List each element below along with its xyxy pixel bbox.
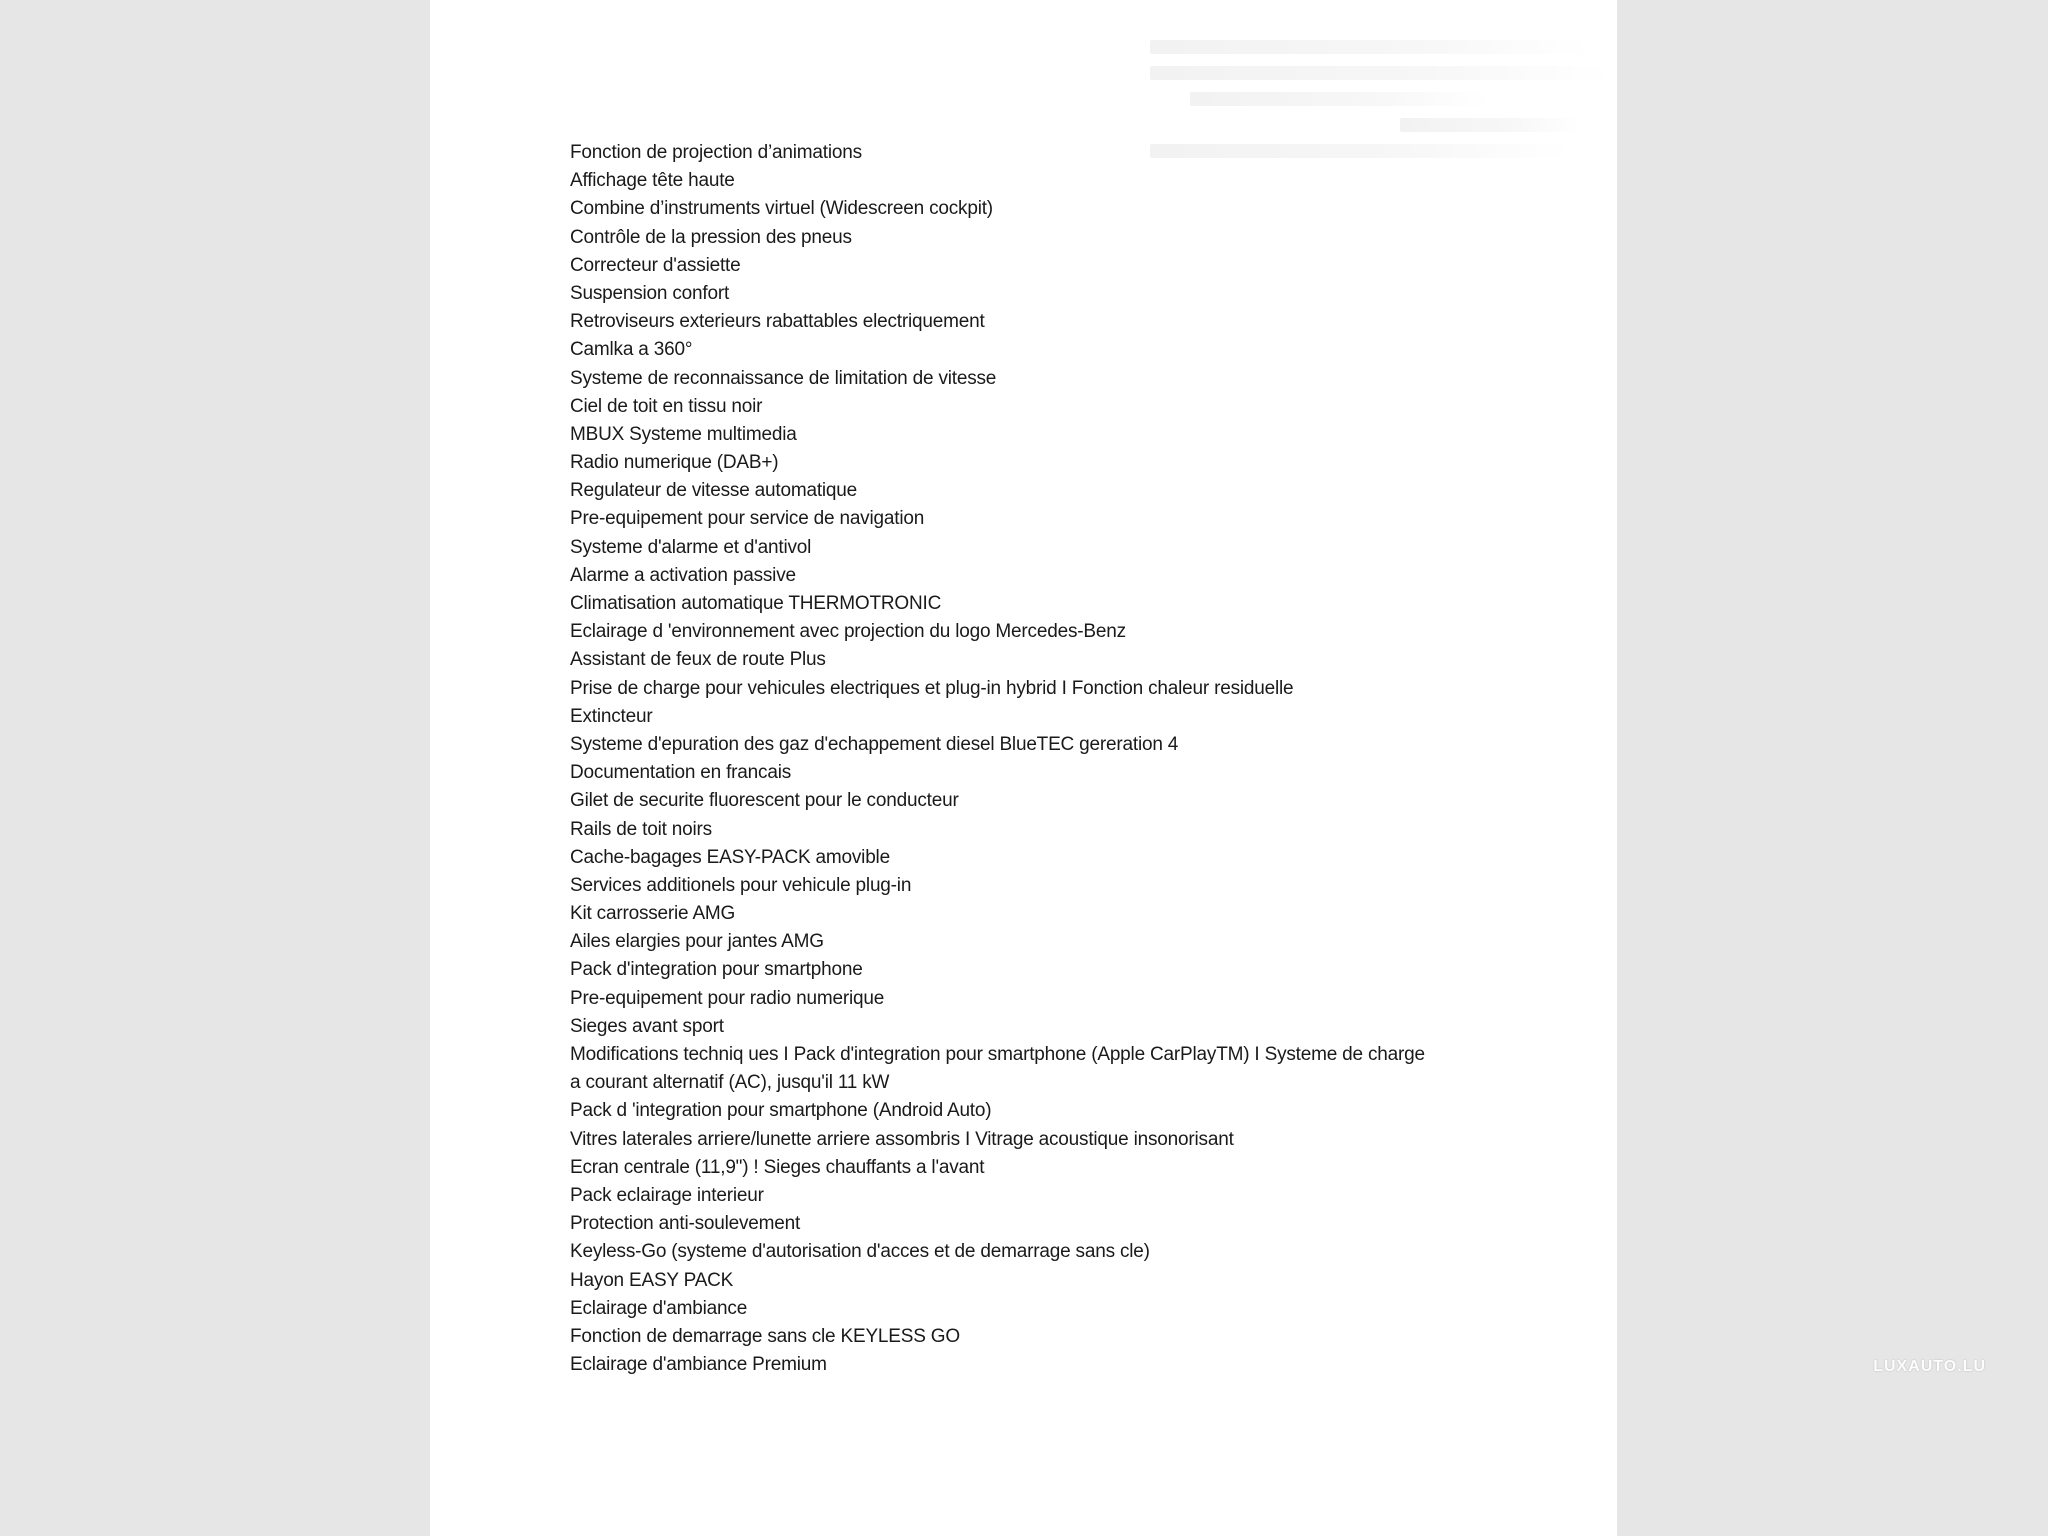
equipment-item: Ailes elargies pour jantes AMG — [570, 931, 824, 953]
equipment-item: Prise de charge pour vehicules electriques et plug-in hybrid I Fonction chaleur residuelle — [570, 677, 1294, 699]
equipment-item: Systeme de reconnaissance de limitation de vitesse — [570, 367, 997, 389]
equipment-item: Correcteur d'assiette — [570, 254, 741, 276]
equipment-item: Modifications techniq ues I Pack d'integration pour smartphone (Apple CarPlayTM) I Systeme de charge — [570, 1044, 1425, 1065]
equipment-item: Contrôle de la pression des pneus — [570, 226, 852, 248]
equipment-item: Combine d’instruments virtuel (Widescreen cockpit) — [570, 198, 993, 220]
equipment-item: Climatisation automatique THERMOTRONIC — [570, 593, 942, 614]
equipment-item: Documentation en francais — [570, 762, 792, 784]
equipment-item: Fonction de projection d’animations — [570, 142, 862, 163]
equipment-item: Gilet de securite fluorescent pour le conducteur — [570, 790, 959, 812]
equipment-item: Protection anti-soulevement — [570, 1213, 801, 1235]
equipment-item: Ecran centrale (11,9") ! Sieges chauffants a l'avant — [570, 1156, 985, 1178]
equipment-item: Radio numerique (DAB+) — [570, 452, 779, 474]
equipment-item: Pack d'integration pour smartphone — [570, 959, 863, 981]
equipment-item: Kit carrosserie AMG — [570, 903, 736, 925]
equipment-item: a courant alternatif (AC), jusqu'il 11 kW — [570, 1072, 890, 1094]
equipment-item: Rails de toit noirs — [570, 818, 712, 840]
equipment-item: Pre-equipement pour radio numerique — [570, 987, 885, 1009]
equipment-item: Eclairage d 'environnement avec projection du logo Mercedes-Benz — [570, 621, 1126, 643]
watermark-logo: LUXAUTO.LU — [1873, 1358, 1986, 1375]
equipment-item: Vitres laterales arriere/lunette arriere assombris I Vitrage acoustique insonorisant — [570, 1128, 1234, 1150]
equipment-item: MBUX Systeme multimedia — [570, 423, 797, 445]
equipment-item: Eclairage d'ambiance Premium — [570, 1354, 827, 1376]
equipment-item: Ciel de toit en tissu noir — [570, 395, 763, 417]
equipment-item: Alarme a activation passive — [570, 564, 796, 586]
equipment-item: Suspension confort — [570, 282, 730, 304]
equipment-item: Hayon EASY PACK — [570, 1269, 734, 1291]
equipment-item: Services additionels pour vehicule plug-in — [570, 874, 912, 896]
equipment-item: Cache-bagages EASY-PACK amovible — [570, 846, 890, 868]
equipment-item: Systeme d'epuration des gaz d'echappement diesel BlueTEC gereration 4 — [570, 733, 1179, 755]
equipment-item: Pack d 'integration pour smartphone (Android Auto) — [570, 1100, 992, 1122]
equipment-item: Keyless-Go (systeme d'autorisation d'acces et de demarrage sans cle) — [570, 1241, 1150, 1263]
equipment-item: Retroviseurs exterieurs rabattables electriquement — [570, 311, 985, 333]
equipment-item: Regulateur de vitesse automatique — [570, 480, 858, 502]
equipment-list — [570, 139, 1425, 1379]
equipment-item: Extincteur — [570, 705, 653, 727]
equipment-item: Systeme d'alarme et d'antivol — [570, 536, 812, 558]
equipment-item: Assistant de feux de route Plus — [570, 649, 826, 671]
equipment-item: Camlka a 360° — [570, 339, 693, 361]
equipment-item: Affichage tête haute — [570, 170, 735, 192]
equipment-item: Fonction de demarrage sans cle KEYLESS GO — [570, 1325, 960, 1347]
equipment-item: Pack eclairage interieur — [570, 1184, 764, 1206]
equipment-item: Pre-equipement pour service de navigation — [570, 508, 925, 530]
document-page — [430, 0, 1617, 1536]
equipment-item: Sieges avant sport — [570, 1015, 724, 1037]
equipment-item: Eclairage d'ambiance — [570, 1297, 748, 1319]
